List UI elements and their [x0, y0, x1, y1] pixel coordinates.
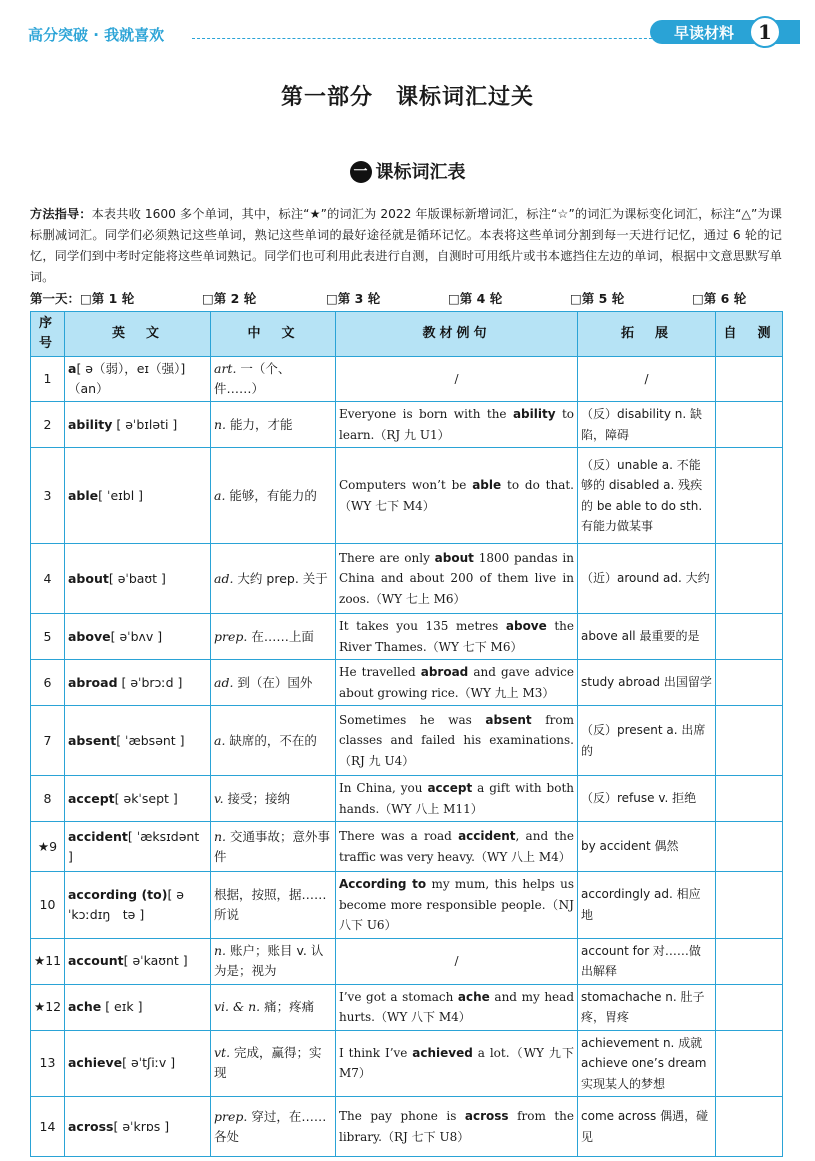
row-number: ★11: [31, 938, 65, 984]
method-guide: [30, 204, 782, 288]
example-cell: [336, 706, 578, 776]
word-cell: [65, 1030, 211, 1097]
example-keyword: According to: [339, 877, 427, 891]
phonetic: [ əˈbrɔːd ]: [117, 674, 183, 690]
example-keyword: accept: [427, 781, 473, 795]
section-number-badge: 一: [350, 161, 372, 183]
headword: across: [68, 1118, 114, 1134]
example-post: a lot.（WY 九下 M7）: [339, 1045, 574, 1081]
word-cell: [65, 448, 211, 544]
section-title-wrap: [0, 158, 815, 184]
row-number: 10: [31, 872, 65, 939]
row-number: 5: [31, 614, 65, 660]
headword: about: [68, 570, 109, 586]
extension-cell: （反）disability n. 缺陷，障碍: [578, 402, 716, 448]
vocabulary-table: [30, 311, 783, 1157]
row-number: 13: [31, 1030, 65, 1097]
word-cell: [65, 614, 211, 660]
part-of-speech: prep.: [214, 1108, 248, 1124]
meaning: 一（个、件……）: [214, 361, 291, 396]
part-of-speech: n.: [214, 416, 227, 432]
phonetic: [ ə（弱），eɪ（强）]（an）: [68, 361, 186, 396]
example-pre: There was a road: [339, 829, 459, 843]
part-of-speech: n.: [214, 943, 227, 958]
phonetic: [ əkˈsept ]: [114, 790, 178, 806]
part-title: 第一部分 课标词汇过关: [280, 85, 534, 110]
example-post: , and the traffic was very heavy.（WY 八上 M4）: [339, 829, 574, 864]
meaning-cell: [211, 776, 336, 822]
example-post: my mum, this helps us become more responsible people.（NJ 八下 U6）: [339, 877, 574, 932]
phonetic: [ əˈbʌv ]: [110, 628, 163, 644]
example-keyword: above: [505, 619, 547, 633]
part-of-speech: ad.: [214, 570, 234, 586]
col-header-selftest: 自 测: [716, 312, 783, 357]
selftest-cell[interactable]: [716, 1030, 783, 1097]
example-cell: [336, 938, 578, 984]
meaning-cell: [211, 822, 336, 872]
round-checkbox-6[interactable]: □第 6 轮: [692, 291, 747, 306]
example-pre: There are only: [339, 550, 435, 565]
headword: abroad: [68, 674, 118, 690]
row-number: 1: [31, 357, 65, 402]
selftest-cell[interactable]: [716, 448, 783, 544]
col-header-english: 英 文: [65, 312, 211, 357]
col-header-no: 序号: [31, 312, 65, 357]
example-pre: Computers won’t be: [339, 478, 473, 492]
table-row: [31, 614, 783, 660]
word-cell: [65, 357, 211, 402]
headword: account: [68, 953, 124, 968]
part-of-speech: a.: [214, 732, 226, 748]
phonetic: [ ˈæbsənt ]: [116, 732, 185, 748]
extension-cell: come across 偶遇，碰见: [578, 1097, 716, 1157]
selftest-cell[interactable]: [716, 357, 783, 402]
table-row: [31, 984, 783, 1030]
word-cell: [65, 822, 211, 872]
phonetic: [ ˈæksɪdənt ]: [68, 828, 200, 864]
row-number: 2: [31, 402, 65, 448]
extension-cell: account for 对……做出解释: [578, 938, 716, 984]
selftest-cell[interactable]: [716, 544, 783, 614]
example-pre: The pay phone is: [339, 1109, 465, 1123]
part-of-speech: n.: [214, 828, 227, 844]
extension-cell: （反）present a. 出席的: [578, 706, 716, 776]
extension-cell: accordingly ad. 相应地: [578, 872, 716, 939]
word-cell: [65, 660, 211, 706]
part-of-speech: vi. & n.: [214, 999, 261, 1014]
header-dashed-line: [192, 38, 662, 39]
row-number: 6: [31, 660, 65, 706]
meaning-cell: [211, 984, 336, 1030]
extension-cell: above all 最重要的是: [578, 614, 716, 660]
headword: above: [68, 628, 111, 644]
selftest-cell[interactable]: [716, 776, 783, 822]
table-row: [31, 660, 783, 706]
example-cell: [336, 822, 578, 872]
meaning-cell: [211, 614, 336, 660]
header-slogan: 高分突破 · 我就喜欢: [28, 26, 165, 44]
meaning: 大约 prep. 关于: [237, 570, 328, 586]
table-row: [31, 706, 783, 776]
table-row: [31, 1030, 783, 1097]
extension-cell: study abroad 出国留学: [578, 660, 716, 706]
extension-cell: achievement n. 成就 achieve one’s dream 实现某人的梦想: [578, 1030, 716, 1097]
example-keyword: achieved: [412, 1045, 473, 1060]
example-cell: [336, 776, 578, 822]
headword: according (to): [68, 886, 168, 902]
headword: accept: [68, 790, 115, 806]
meaning-cell: [211, 544, 336, 614]
table-header-row: [31, 312, 783, 357]
selftest-cell[interactable]: [716, 984, 783, 1030]
headword: ache: [68, 999, 102, 1014]
example-keyword: ache: [457, 989, 490, 1004]
row-number: 8: [31, 776, 65, 822]
example-post: to do that.（WY 七下 M4）: [339, 478, 574, 513]
meaning-cell: [211, 357, 336, 402]
example-cell: [336, 448, 578, 544]
selftest-cell[interactable]: [716, 706, 783, 776]
selftest-cell[interactable]: [716, 822, 783, 872]
part-of-speech: ad.: [214, 674, 234, 690]
phonetic: [ əˈbaʊt ]: [108, 570, 166, 586]
selftest-cell[interactable]: [716, 1097, 783, 1157]
meaning: 穿过，在……各处: [214, 1108, 327, 1144]
example-keyword: accident: [458, 829, 516, 843]
example-post: a gift with both hands.（WY 八上 M11）: [339, 781, 575, 816]
word-cell: [65, 402, 211, 448]
table-row: [31, 357, 783, 402]
meaning-cell: [211, 1030, 336, 1097]
example-keyword: about: [434, 550, 474, 565]
example-cell: [336, 1030, 578, 1097]
meaning: 缺席的，不在的: [229, 732, 317, 748]
table-row: [31, 402, 783, 448]
headword: ability: [68, 416, 113, 432]
meaning: 痛；疼痛: [264, 999, 315, 1014]
meaning: 能力，才能: [230, 416, 293, 432]
round-checkbox-3[interactable]: □第 3 轮: [326, 291, 381, 306]
example-pre: Sometimes he was: [339, 712, 486, 727]
selftest-cell[interactable]: [716, 614, 783, 660]
example-pre: I think I’ve: [339, 1045, 413, 1060]
part-of-speech: vt.: [214, 1045, 231, 1061]
meaning: 在……上面: [251, 628, 314, 644]
word-cell: [65, 938, 211, 984]
round-checkbox-5[interactable]: □第 5 轮: [570, 291, 625, 306]
example-post: from the library.（RJ 七下 U8）: [339, 1109, 575, 1144]
example-cell: [336, 660, 578, 706]
example-pre: I’ve got a stomach: [339, 989, 458, 1004]
example-keyword: across: [464, 1109, 509, 1123]
example-keyword: able: [472, 478, 502, 492]
word-cell: [65, 984, 211, 1030]
table-row: [31, 544, 783, 614]
word-cell: [65, 1097, 211, 1157]
part-of-speech: a.: [214, 487, 226, 503]
headword: a: [68, 361, 77, 376]
table-row: [31, 1097, 783, 1157]
row-number: 3: [31, 448, 65, 544]
phonetic: [ əˈtʃiːv ]: [122, 1055, 176, 1071]
table-row: [31, 872, 783, 939]
example-pre: He travelled: [339, 665, 421, 679]
day-label: 第一天：: [30, 291, 81, 306]
meaning: 账户；账目 v. 认为是；视为: [214, 943, 324, 978]
meaning: 到（在）国外: [237, 674, 313, 690]
row-number: ★9: [31, 822, 65, 872]
meaning-cell: [211, 448, 336, 544]
col-header-chinese: 中 文: [211, 312, 336, 357]
example-pre: /: [454, 371, 459, 386]
example-pre: /: [454, 953, 459, 968]
meaning: 根据，按照，据……所说: [214, 886, 327, 922]
phonetic: [ əˈkaʊnt ]: [123, 953, 188, 968]
word-cell: [65, 872, 211, 939]
row-number: 4: [31, 544, 65, 614]
header-label: 早读材料: [674, 24, 735, 42]
example-post: the River Thames.（WY 七下 M6）: [339, 619, 575, 654]
round-checkbox-4[interactable]: □第 4 轮: [448, 291, 503, 306]
extension-cell: （近）around ad. 大约: [578, 544, 716, 614]
phonetic: [ ˈeɪbl ]: [98, 487, 144, 503]
method-guide-text: 本表共收 1600 多个单词，其中，标注“★”的词汇为 2022 年版课标新增词汇，标注“☆”的词汇为课标变化词汇，标注“△”为课标删减词汇。同学们必须熟记这些单词，熟记这些单词的最好途径就是循环记忆。本表将这些单词分割到每一天进行记忆，通过 6 轮的记忆，同学们到中考时定能将这些单词熟记。同学们也可利用此表进行自测，自测时可用纸片或书本遮挡住左边的单词，根据中文意思默写单词。: [30, 207, 782, 284]
meaning-cell: [211, 402, 336, 448]
round-checklist: [30, 289, 782, 309]
extension-cell: /: [578, 357, 716, 402]
example-cell: [336, 984, 578, 1030]
example-pre: In China, you: [339, 781, 428, 795]
meaning-cell: [211, 938, 336, 984]
col-header-extension: 拓 展: [578, 312, 716, 357]
headword: able: [68, 487, 99, 503]
example-cell: [336, 544, 578, 614]
selftest-cell[interactable]: [716, 872, 783, 939]
page-number: 1: [749, 16, 781, 48]
example-post: 1800 pandas in China and about 200 of them live in zoos.（WY 七上 M6）: [339, 550, 574, 606]
section-title: 课标词汇表: [375, 162, 466, 183]
example-pre: It takes you 135 metres: [339, 619, 506, 633]
example-post: and my head hurts.（WY 八下 M4）: [339, 989, 574, 1024]
meaning: 完成，赢得；实现: [214, 1045, 322, 1081]
part-of-speech: v.: [214, 790, 224, 806]
phonetic: [ əˈkɔːdɪŋ tə ]: [68, 886, 184, 922]
method-guide-label: 方法指导：: [30, 207, 92, 221]
phonetic: [ eɪk ]: [101, 999, 143, 1014]
headword: accident: [68, 828, 128, 844]
meaning: 接受；接纳: [227, 790, 291, 806]
headword: achieve: [68, 1055, 123, 1071]
part-of-speech: art.: [214, 361, 237, 376]
phonetic: [ əˈkrɒs ]: [113, 1118, 170, 1134]
meaning-cell: [211, 872, 336, 939]
row-number: ★12: [31, 984, 65, 1030]
example-keyword: absent: [485, 712, 532, 727]
example-cell: [336, 357, 578, 402]
meaning: 能够，有能力的: [229, 487, 317, 503]
word-cell: [65, 776, 211, 822]
example-post: from classes and failed his examinations.（RJ 九 U4）: [339, 712, 574, 768]
meaning-cell: [211, 706, 336, 776]
example-cell: [336, 1097, 578, 1157]
headword: absent: [68, 732, 117, 748]
table-row: [31, 938, 783, 984]
extension-cell: stomachache n. 肚子疼，胃疼: [578, 984, 716, 1030]
example-cell: [336, 614, 578, 660]
row-number: 14: [31, 1097, 65, 1157]
meaning-cell: [211, 1097, 336, 1157]
example-keyword: abroad: [420, 665, 469, 679]
extension-cell: （反）refuse v. 拒绝: [578, 776, 716, 822]
selftest-cell[interactable]: [716, 660, 783, 706]
example-cell: [336, 872, 578, 939]
selftest-cell[interactable]: [716, 402, 783, 448]
round-checkbox-1[interactable]: □第 1 轮: [80, 291, 135, 306]
col-header-example: 教材例句: [336, 312, 578, 357]
table-row: [31, 822, 783, 872]
example-pre: Everyone is born with the: [339, 407, 513, 421]
part-of-speech: prep.: [214, 628, 248, 644]
row-number: 7: [31, 706, 65, 776]
word-cell: [65, 544, 211, 614]
example-post: to learn.（RJ 九 U1）: [339, 407, 574, 442]
phonetic: [ əˈbɪləti ]: [112, 416, 178, 432]
word-cell: [65, 706, 211, 776]
extension-cell: （反）unable a. 不能够的 disabled a. 残疾的 be able to do sth. 有能力做某事: [578, 448, 716, 544]
meaning: 交通事故；意外事件: [214, 828, 331, 864]
example-cell: [336, 402, 578, 448]
table-row: [31, 448, 783, 544]
extension-cell: by accident 偶然: [578, 822, 716, 872]
table-row: [31, 776, 783, 822]
example-keyword: ability: [512, 407, 556, 421]
round-checkbox-2[interactable]: □第 2 轮: [202, 291, 257, 306]
selftest-cell[interactable]: [716, 938, 783, 984]
meaning-cell: [211, 660, 336, 706]
page-header: [0, 0, 815, 48]
example-post: and gave advice about growing rice.（WY 九上 M3）: [339, 665, 575, 700]
